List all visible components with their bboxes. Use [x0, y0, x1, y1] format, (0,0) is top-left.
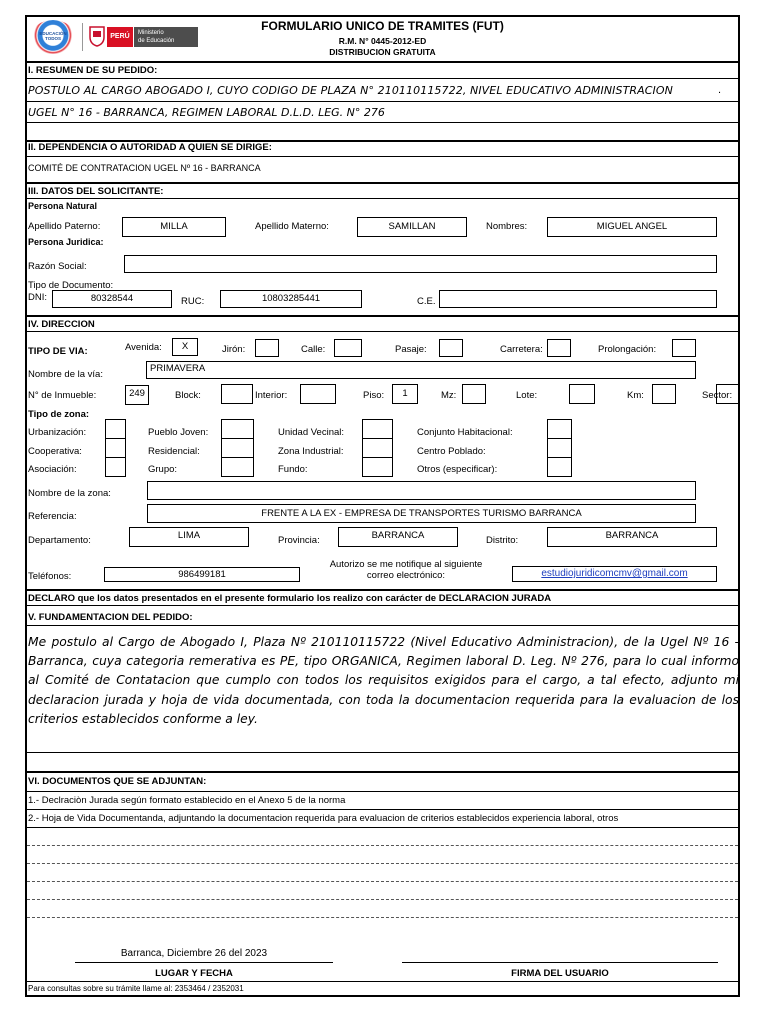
distribution-note: DISTRIBUCION GRATUITA	[329, 47, 436, 57]
divider	[221, 438, 254, 439]
referencia-field[interactable]: FRENTE A LA EX - EMPRESA DE TRANSPORTES TURISMO BARRANCA	[147, 504, 696, 523]
section5-heading: V. FUNDAMENTACION DEL PEDIDO:	[28, 612, 193, 623]
divider	[25, 101, 740, 102]
section4-heading: IV. DIRECCION	[28, 319, 95, 330]
fundo-label: Fundo:	[278, 464, 308, 475]
ce-label: C.E.	[417, 296, 436, 307]
signature-line	[402, 962, 718, 963]
divider	[25, 122, 740, 123]
referencia-label: Referencia:	[28, 511, 77, 522]
divider	[25, 809, 740, 810]
divider	[25, 78, 740, 79]
km-field[interactable]	[652, 384, 676, 404]
divider	[547, 457, 572, 458]
divider	[25, 771, 740, 773]
provincia-label: Provincia:	[278, 535, 320, 546]
divider	[25, 61, 740, 63]
zona-checkbox-col3[interactable]	[362, 419, 393, 477]
departamento-label: Departamento:	[28, 535, 91, 546]
divider	[25, 315, 740, 317]
nombres-field[interactable]: MIGUEL ANGEL	[547, 217, 717, 237]
calle-checkbox[interactable]	[334, 339, 362, 357]
divider	[25, 198, 740, 199]
divider	[221, 457, 254, 458]
rm-number: R.M. N° 0445-2012-ED	[338, 36, 427, 46]
lote-field[interactable]	[569, 384, 595, 404]
signature-line	[75, 962, 333, 963]
summary-line2[interactable]: UGEL N° 16 - BARRANCA, REGIMEN LABORAL D.L.D. LEG. N° 276	[28, 106, 385, 119]
document-item[interactable]: 1.- Declraciòn Jurada según formato establecido en el Anexo 5 de la norma	[28, 795, 346, 806]
cooperativa-label: Cooperativa:	[28, 446, 82, 457]
mz-label: Mz:	[441, 390, 457, 401]
jiron-label: Jirón:	[222, 344, 246, 355]
sector-field[interactable]	[716, 384, 740, 404]
logo-ministry-line2: de Educación	[138, 38, 175, 44]
mz-field[interactable]	[462, 384, 486, 404]
apellido-materno-label: Apellido Materno:	[255, 221, 329, 232]
logo-ministry-line1: Ministerio	[138, 30, 164, 36]
zona-checkbox-col2[interactable]	[221, 419, 254, 477]
blank-line	[27, 881, 738, 882]
persona-natural-label: Persona Natural	[28, 201, 98, 211]
consultas-text: Para consultas sobre su trámite llame al: 2353464 / 2352031	[28, 984, 244, 993]
razon-social-label: Razón Social:	[28, 261, 87, 272]
divider	[362, 457, 393, 458]
divider	[25, 791, 740, 792]
divider	[25, 156, 740, 157]
residencial-label: Residencial:	[148, 446, 200, 457]
nombres-label: Nombres:	[486, 221, 528, 232]
piso-label: Piso:	[363, 390, 385, 401]
ruc-field[interactable]: 10803285441	[220, 290, 362, 308]
shield-icon	[88, 25, 106, 47]
summary-dot: .	[718, 84, 722, 96]
apellido-materno-field[interactable]: SAMILLAN	[357, 217, 467, 237]
divider	[25, 589, 740, 591]
carretera-checkbox[interactable]	[547, 339, 571, 357]
ruc-label: RUC:	[181, 296, 205, 307]
conjunto-label: Conjunto Habitacional:	[417, 427, 513, 438]
divider	[105, 457, 126, 458]
logo-ministerio	[134, 27, 198, 47]
section1-heading: I. RESUMEN DE SU PEDIDO:	[28, 65, 158, 76]
centro-poblado-label: Centro Poblado:	[417, 446, 486, 457]
calle-label: Calle:	[301, 344, 326, 355]
blank-line	[27, 899, 738, 900]
dni-field[interactable]: 80328544	[52, 290, 172, 308]
interior-label: Interior:	[255, 390, 288, 401]
logo-left-line2: TODOS	[45, 36, 61, 41]
nombre-zona-field[interactable]	[147, 481, 696, 500]
logo-left-line1: EDUCACIÓN	[39, 31, 67, 36]
apellido-paterno-label: Apellido Paterno:	[28, 221, 101, 232]
dni-label: DNI:	[28, 292, 47, 303]
prolongacion-label: Prolongación:	[598, 344, 657, 355]
authority-value[interactable]: COMITÉ DE CONTRATACION UGEL Nº 16 - BARRANCA	[28, 163, 261, 173]
inmueble-field[interactable]: 249	[125, 385, 149, 405]
logo-separator	[82, 23, 83, 51]
razon-social-field[interactable]	[124, 255, 717, 273]
nombre-via-label: Nombre de la vía:	[28, 369, 103, 380]
divider	[25, 605, 740, 606]
divider	[25, 752, 740, 753]
tipo-documento-label: Tipo de Documento:	[28, 280, 114, 291]
autorizo-line1: Autorizo se me notifique al siguiente	[329, 559, 483, 570]
divider	[105, 438, 126, 439]
blank-line	[27, 917, 738, 918]
inmueble-label: N° de Inmueble:	[28, 390, 97, 401]
persona-juridica-label: Persona Juridica:	[28, 237, 104, 247]
avenida-label: Avenida:	[125, 342, 162, 353]
block-field[interactable]	[221, 384, 253, 404]
fundamentacion-text[interactable]: Me postulo al Cargo de Abogado I, Plaza Nº 210110115722 (Nivel Educativo Administracion), de la Ugel Nº 16 - Barranca, cuya categoria remerativa es PE, tipo ORGANICA, Regimen laboral D. Leg. Nº 276, para lo cual informo al Comité de Contatacion que cumplo con todos los requisitos exigidos para el cargo, a tal efecto, adjunto mi declaracion jurada y hoja de vida documentada, con toda la documentacion requerida para la evaluacion de los criterios establecidos conforme a ley.	[28, 635, 739, 726]
divider	[25, 981, 740, 982]
pasaje-checkbox[interactable]	[439, 339, 463, 357]
zona-industrial-label: Zona Industrial:	[278, 446, 344, 457]
block-label: Block:	[175, 390, 201, 401]
divider	[547, 438, 572, 439]
sector-label: Sector:	[702, 390, 733, 401]
section6-heading: VI. DOCUMENTOS QUE SE ADJUNTAN:	[28, 776, 207, 787]
ce-field[interactable]	[439, 290, 717, 308]
piso-field[interactable]: 1	[392, 384, 418, 404]
km-label: Km:	[627, 390, 644, 401]
carretera-label: Carretera:	[500, 344, 543, 355]
lugar-fecha-value[interactable]: Barranca, Diciembre 26 del 2023	[120, 948, 268, 959]
blank-line	[27, 845, 738, 846]
nombre-zona-label: Nombre de la zona:	[28, 488, 111, 499]
avenida-checkbox[interactable]: X	[172, 338, 198, 356]
divider	[25, 331, 740, 332]
otros-label: Otros (especificar):	[417, 464, 498, 475]
logo-educacion	[31, 20, 75, 54]
apellido-paterno-field[interactable]: MILLA	[122, 217, 226, 237]
declaro-text: DECLARO que los datos presentados en el presente formulario los realizo con carácter de DECLARACION JURADA	[28, 593, 552, 604]
section3-heading: III. DATOS DEL SOLICITANTE:	[28, 186, 164, 197]
tipo-zona-label: Tipo de zona:	[28, 409, 90, 420]
firma-label: FIRMA DEL USUARIO	[511, 968, 609, 979]
urbanizacion-label: Urbanización:	[28, 427, 87, 438]
provincia-field[interactable]: BARRANCA	[338, 527, 458, 547]
zona-checkbox-col4[interactable]	[547, 419, 572, 477]
interior-field[interactable]	[300, 384, 336, 404]
departamento-field[interactable]: LIMA	[129, 527, 249, 547]
form-title: FORMULARIO UNICO DE TRAMITES (FUT)	[261, 19, 504, 33]
unidad-vecinal-label: Unidad Vecinal:	[278, 427, 345, 438]
prolongacion-checkbox[interactable]	[672, 339, 696, 357]
lote-label: Lote:	[516, 390, 538, 401]
logo-peru: PERÚ	[107, 27, 133, 47]
section2-heading: II. DEPENDENCIA O AUTORIDAD A QUIEN SE DIRIGE:	[28, 142, 272, 153]
document-item[interactable]: 2.- Hoja de Vida Documentanda, adjuntando la documentacion requerida para evaluacion de criterios establecidos experiencia laboral, otros	[28, 813, 619, 824]
blank-line	[27, 863, 738, 864]
jiron-checkbox[interactable]	[255, 339, 279, 357]
asociacion-label: Asociación:	[28, 464, 77, 475]
divider	[362, 438, 393, 439]
zona-checkbox-col1[interactable]	[105, 419, 126, 477]
nombre-via-field[interactable]: PRIMAVERA	[146, 361, 696, 379]
divider	[25, 827, 740, 828]
divider	[25, 625, 740, 626]
distrito-label: Distrito:	[486, 535, 519, 546]
telefono-field[interactable]: 986499181	[104, 567, 300, 582]
grupo-label: Grupo:	[148, 464, 178, 475]
autorizo-line2: correo electrónico:	[366, 570, 446, 581]
email-field[interactable]: estudiojuridicomcmv@gmail.com	[512, 566, 717, 582]
lugar-fecha-label: LUGAR Y FECHA	[155, 968, 233, 979]
telefonos-label: Teléfonos:	[28, 571, 72, 582]
divider	[25, 182, 740, 184]
distrito-field[interactable]: BARRANCA	[547, 527, 717, 547]
pueblo-joven-label: Pueblo Joven:	[148, 427, 209, 438]
tipo-via-label: TIPO DE VIA:	[28, 346, 88, 357]
pasaje-label: Pasaje:	[395, 344, 427, 355]
summary-line1[interactable]: POSTULO AL CARGO ABOGADO I, CUYO CODIGO DE PLAZA N° 210110115722, NIVEL EDUCATIVO ADMINISTRACION	[28, 84, 673, 97]
